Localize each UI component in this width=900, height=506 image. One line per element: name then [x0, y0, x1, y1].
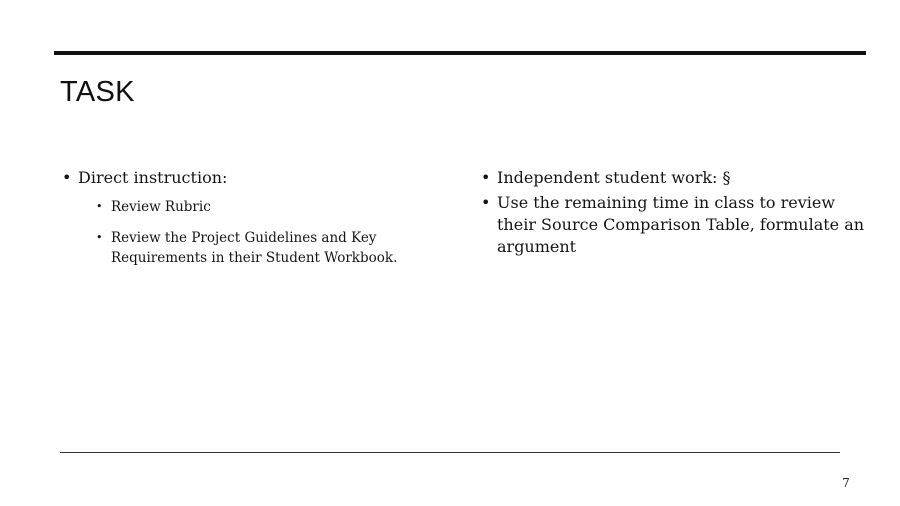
bullet-text: Direct instruction:	[78, 168, 228, 187]
left-content-column	[62, 167, 442, 279]
bullet-item: • Independent student work: §	[481, 167, 866, 189]
sub-bullet-item: • Review Rubric	[96, 197, 442, 217]
right-content-column	[481, 167, 866, 261]
right-bullet-list	[481, 167, 866, 258]
sub-bullet-list	[78, 197, 442, 268]
left-bullet-list	[62, 167, 442, 268]
bullet-item	[62, 167, 442, 268]
slide-title: TASK	[60, 76, 135, 108]
top-rule	[54, 51, 866, 55]
bottom-rule	[60, 452, 840, 453]
page-number: 7	[842, 476, 850, 490]
sub-bullet-item: • Review the Project Guidelines and Key Requirements in their Student Workbook.	[96, 228, 442, 268]
bullet-item: • Use the remaining time in class to review their Source Comparison Table, formulate an argument	[481, 192, 866, 258]
